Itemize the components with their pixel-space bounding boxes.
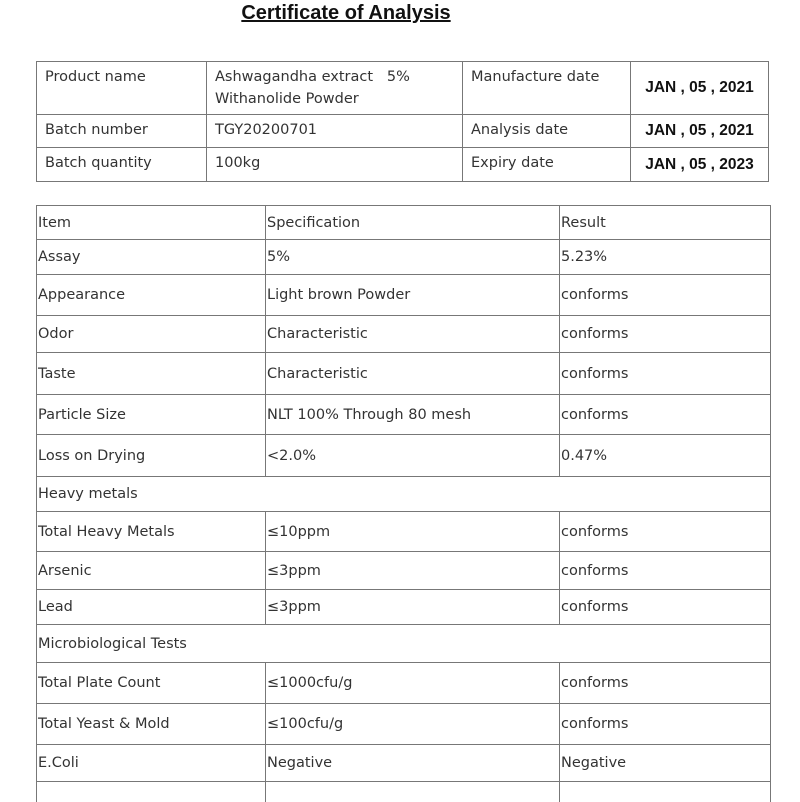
- item-cell: Loss on Drying: [37, 435, 266, 477]
- item-cell: Particle Size: [37, 395, 266, 435]
- analysis-date-label: Analysis date: [463, 115, 631, 148]
- item-cell: Total Yeast & Mold: [37, 704, 266, 745]
- result-cell: conforms: [560, 316, 771, 353]
- result-cell: conforms: [560, 663, 771, 704]
- batch-number-value: TGY20200701: [207, 115, 463, 148]
- section-heavy-metals: Heavy metals: [37, 477, 771, 512]
- table-row: [37, 275, 771, 316]
- result-cell: conforms: [560, 353, 771, 395]
- column-header-item: Item: [37, 206, 266, 240]
- table-row: [37, 435, 771, 477]
- result-cell: conforms: [560, 512, 771, 552]
- batch-number-label: Batch number: [37, 115, 207, 148]
- result-cell: Negative: [560, 745, 771, 782]
- spec-cell: NLT 100% Through 80 mesh: [266, 395, 560, 435]
- table-row: [37, 353, 771, 395]
- result-cell: conforms: [560, 704, 771, 745]
- item-cell: Total Plate Count: [37, 663, 266, 704]
- result-cell: 0.47%: [560, 435, 771, 477]
- table-row: [37, 663, 771, 704]
- spec-cell: Negative: [266, 745, 560, 782]
- spec-cell: Light brown Powder: [266, 275, 560, 316]
- table-row: [37, 240, 771, 275]
- item-cell: Lead: [37, 590, 266, 625]
- result-cell: 5.23%: [560, 240, 771, 275]
- table-row: [37, 552, 771, 590]
- product-info-table: [36, 61, 769, 182]
- spec-cell: ≤10ppm: [266, 512, 560, 552]
- result-cell: conforms: [560, 552, 771, 590]
- batch-quantity-row: [37, 148, 769, 182]
- table-row: [37, 704, 771, 745]
- item-cell: Assay: [37, 240, 266, 275]
- spec-cell: <2.0%: [266, 435, 560, 477]
- document-title: Certificate of Analysis: [241, 2, 451, 24]
- result-cell: conforms: [560, 395, 771, 435]
- expiry-date-value: JAN , 05 , 2023: [631, 148, 769, 182]
- product-name-label: Product name: [37, 62, 207, 115]
- item-cell: E.Coli: [37, 745, 266, 782]
- spec-cell: Characteristic: [266, 353, 560, 395]
- spec-header-row: [37, 206, 771, 240]
- item-cell: Appearance: [37, 275, 266, 316]
- item-cell: Total Heavy Metals: [37, 512, 266, 552]
- product-name-row: [37, 62, 769, 115]
- section-microbiological-tests: Microbiological Tests: [37, 625, 771, 663]
- spec-cell: 5%: [266, 240, 560, 275]
- spec-cell: ≤1000cfu/g: [266, 663, 560, 704]
- product-name-line1: Ashwagandha extract 5%: [215, 69, 410, 85]
- table-row: [37, 512, 771, 552]
- table-row: [37, 590, 771, 625]
- item-cell: Taste: [37, 353, 266, 395]
- specification-table: [36, 205, 771, 802]
- table-row: [37, 745, 771, 782]
- manufacture-date-label: Manufacture date: [463, 62, 631, 115]
- result-cell: conforms: [560, 590, 771, 625]
- result-cell: conforms: [560, 275, 771, 316]
- item-cell: Arsenic: [37, 552, 266, 590]
- batch-number-row: [37, 115, 769, 148]
- batch-quantity-label: Batch quantity: [37, 148, 207, 182]
- item-cell: Odor: [37, 316, 266, 353]
- product-name-value: [207, 62, 463, 115]
- expiry-date-label: Expiry date: [463, 148, 631, 182]
- product-name-line2: Withanolide Powder: [215, 91, 359, 107]
- manufacture-date-value: JAN , 05 , 2021: [631, 62, 769, 115]
- column-header-specification: Specification: [266, 206, 560, 240]
- section-row: [37, 477, 771, 512]
- batch-quantity-value: 100kg: [207, 148, 463, 182]
- spec-cell: Characteristic: [266, 316, 560, 353]
- column-header-result: Result: [560, 206, 771, 240]
- section-row: [37, 625, 771, 663]
- spec-cell: ≤3ppm: [266, 552, 560, 590]
- analysis-date-value: JAN , 05 , 2021: [631, 115, 769, 148]
- table-row: [37, 395, 771, 435]
- table-row: [37, 316, 771, 353]
- spec-cell: ≤3ppm: [266, 590, 560, 625]
- table-row-cut-off: [37, 782, 771, 802]
- spec-cell: ≤100cfu/g: [266, 704, 560, 745]
